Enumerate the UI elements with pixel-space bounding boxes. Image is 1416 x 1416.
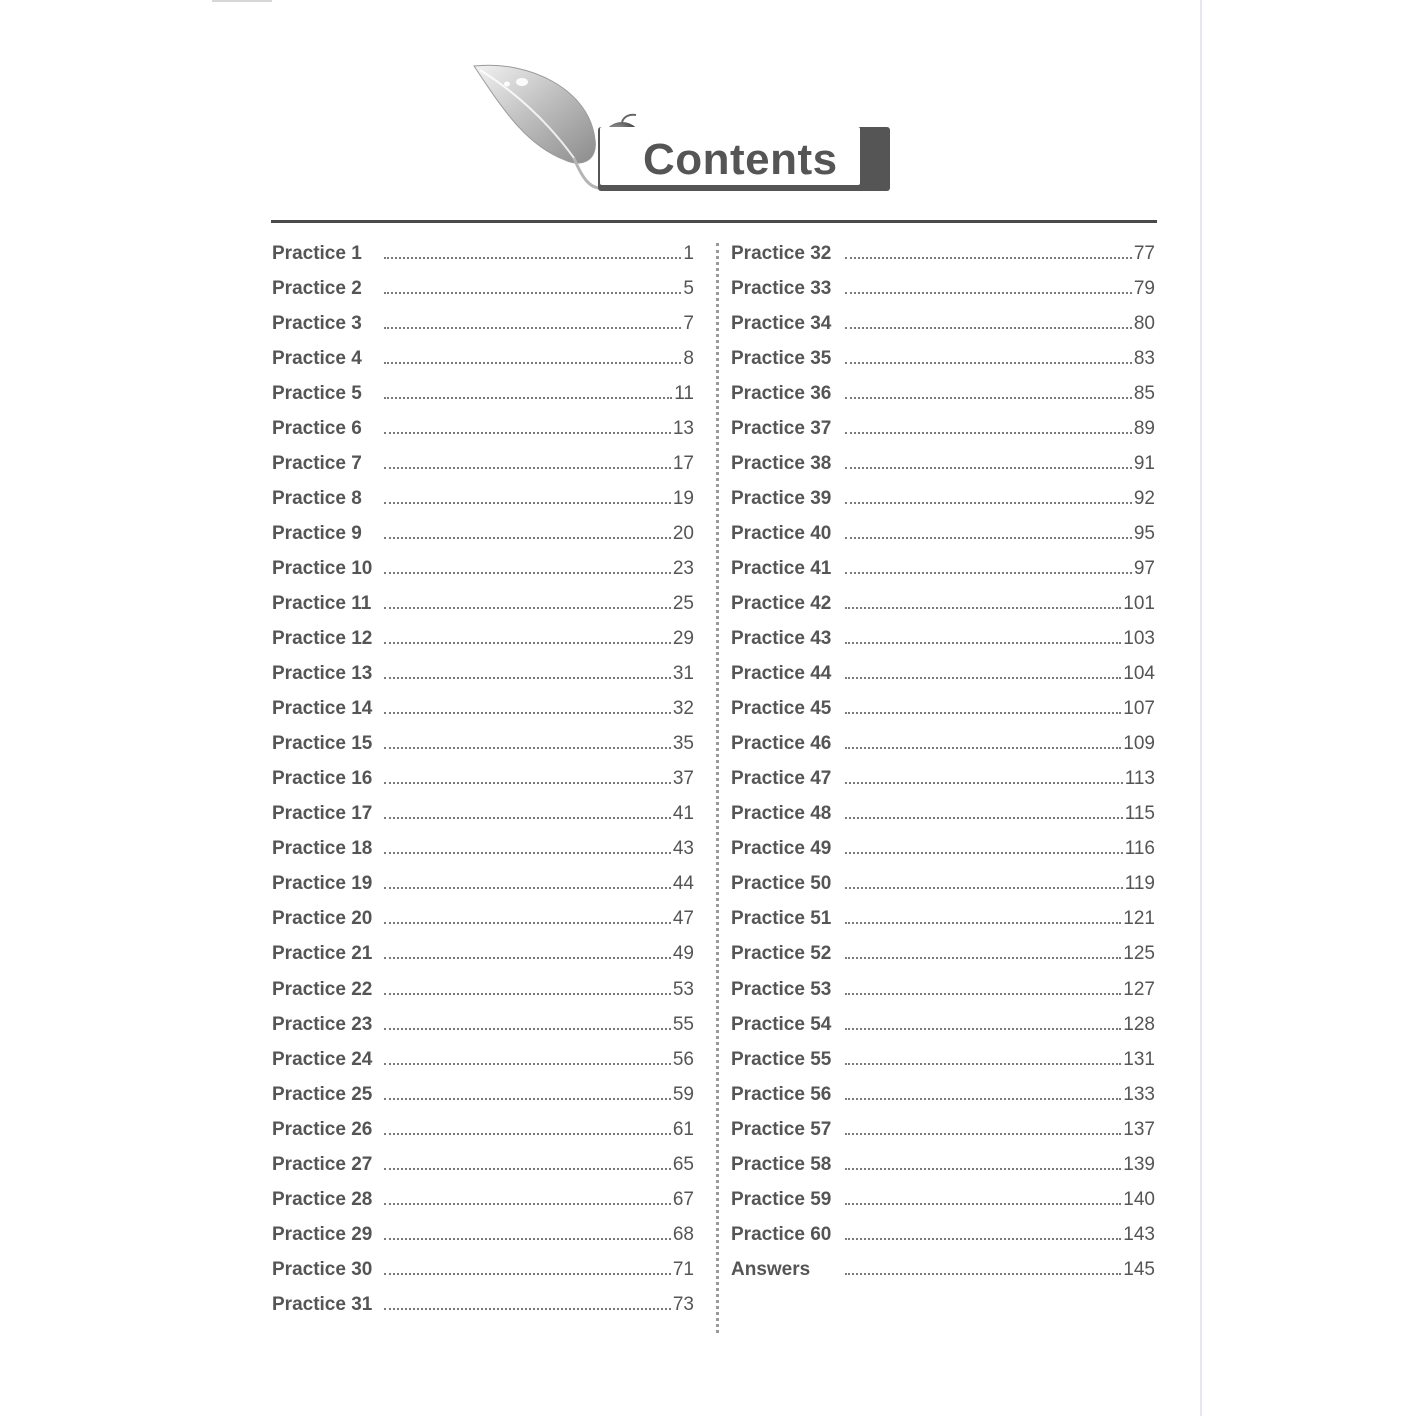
toc-entry-page: 133 [1123, 1083, 1155, 1105]
toc-entry[interactable] [272, 832, 694, 867]
dot-leader [845, 712, 1121, 714]
toc-entry-page: 7 [683, 312, 694, 334]
toc-entry-label: Practice 13 [272, 663, 373, 685]
toc-entry[interactable] [731, 1147, 1155, 1182]
toc-entry-label: Practice 22 [272, 978, 373, 1000]
toc-entry-page: 71 [672, 1258, 694, 1280]
dot-leader [845, 1168, 1121, 1170]
toc-entry-page: 67 [672, 1188, 694, 1210]
toc-entry-label: Practice 57 [731, 1118, 832, 1140]
dot-leader [384, 922, 671, 924]
dot-leader [384, 677, 671, 679]
toc-entry-label: Practice 32 [731, 242, 832, 264]
toc-entry-page: 113 [1124, 768, 1155, 790]
toc-entry-label: Practice 35 [731, 347, 832, 369]
dot-leader [384, 607, 671, 609]
toc-entry-page: 41 [672, 803, 694, 825]
toc-entry-page: 13 [672, 417, 694, 439]
toc-entry[interactable] [731, 1182, 1155, 1217]
scan-mark [212, 0, 272, 2]
toc-entry[interactable] [731, 586, 1155, 621]
dot-leader [845, 817, 1123, 819]
toc-entry-label: Practice 8 [272, 487, 362, 509]
toc-entry-page: 31 [672, 663, 694, 685]
toc-entry-page: 107 [1123, 698, 1155, 720]
toc-entry-label: Practice 1 [272, 242, 362, 264]
toc-entry[interactable] [731, 306, 1155, 341]
toc-entry[interactable] [272, 727, 694, 762]
toc-entry-page: 97 [1133, 557, 1155, 579]
toc-entry-page: 80 [1133, 312, 1155, 334]
toc-entry-page: 61 [672, 1118, 694, 1140]
toc-entry[interactable] [731, 376, 1155, 411]
toc-entry-page: 20 [672, 522, 694, 544]
toc-entry-label: Practice 50 [731, 873, 832, 895]
dot-leader [384, 1133, 671, 1135]
toc-entry-page: 140 [1123, 1188, 1155, 1210]
page-edge [1200, 0, 1202, 1416]
toc-entry[interactable] [272, 1182, 694, 1217]
dot-leader [384, 1238, 671, 1240]
dot-leader [845, 1133, 1121, 1135]
toc-entry[interactable] [731, 972, 1155, 1007]
toc-entry-label: Practice 25 [272, 1083, 373, 1105]
toc-entry-label: Practice 59 [731, 1188, 832, 1210]
toc-entry-page: 17 [672, 452, 694, 474]
toc-entry[interactable] [731, 1077, 1155, 1112]
dot-leader [384, 1098, 671, 1100]
toc-entry[interactable] [731, 551, 1155, 586]
dot-leader [384, 1203, 671, 1205]
toc-entry-label: Practice 42 [731, 592, 832, 614]
dot-leader [384, 1028, 671, 1030]
toc-entry-page: 1 [683, 242, 694, 264]
toc-entry[interactable] [272, 551, 694, 586]
toc-entry[interactable] [731, 657, 1155, 692]
toc-entry-page: 5 [683, 277, 694, 299]
toc-entry[interactable] [272, 481, 694, 516]
dot-leader [845, 1273, 1121, 1275]
toc-entry-label: Practice 53 [731, 978, 832, 1000]
toc-entry-label: Practice 60 [731, 1223, 832, 1245]
toc-entry-page: 8 [683, 347, 694, 369]
toc-entry[interactable] [272, 271, 694, 306]
toc-entry-page: 125 [1123, 943, 1155, 965]
toc-entry[interactable] [272, 937, 694, 972]
toc-entry-label: Practice 39 [731, 487, 832, 509]
toc-entry[interactable] [731, 832, 1155, 867]
toc-left-column [272, 236, 694, 1322]
dot-leader [384, 467, 671, 469]
toc-entry-label: Practice 41 [731, 557, 832, 579]
toc-entry[interactable] [731, 797, 1155, 832]
toc-entry-label: Practice 44 [731, 663, 832, 685]
dot-leader [845, 922, 1121, 924]
dot-leader [384, 1273, 671, 1275]
toc-entry[interactable] [731, 516, 1155, 551]
toc-entry-page: 29 [672, 628, 694, 650]
toc-entry[interactable] [272, 236, 694, 271]
toc-entry-label: Practice 34 [731, 312, 832, 334]
dot-leader [845, 292, 1132, 294]
toc-entry-label: Practice 21 [272, 943, 373, 965]
toc-entry-label: Answers [731, 1258, 811, 1280]
toc-entry[interactable] [272, 1007, 694, 1042]
toc-entry[interactable] [272, 692, 694, 727]
toc-entry-page: 95 [1133, 522, 1155, 544]
toc-entry-page: 121 [1123, 908, 1155, 930]
dot-leader [384, 1308, 671, 1310]
toc-entry-page: 139 [1123, 1153, 1155, 1175]
dot-leader [845, 642, 1121, 644]
header-rule [271, 220, 1157, 223]
toc-entry-label: Practice 33 [731, 277, 832, 299]
dot-leader [845, 887, 1123, 889]
toc-entry-page: 37 [672, 768, 694, 790]
toc-entry-label: Practice 2 [272, 277, 362, 299]
dot-leader [845, 537, 1132, 539]
toc-entry-page: 83 [1133, 347, 1155, 369]
dot-leader [845, 677, 1121, 679]
toc-entry[interactable] [272, 1217, 694, 1252]
toc-entry-label: Practice 9 [272, 522, 362, 544]
toc-entry-label: Practice 6 [272, 417, 362, 439]
toc-entry-page: 115 [1124, 803, 1155, 825]
dot-leader [384, 1168, 671, 1170]
toc-entry-page: 49 [672, 943, 694, 965]
dot-leader [384, 1063, 671, 1065]
toc-entry-label: Practice 54 [731, 1013, 832, 1035]
toc-entry-page: 43 [672, 838, 694, 860]
dot-leader [384, 747, 671, 749]
toc-entry-page: 116 [1124, 838, 1155, 860]
toc-entry-page: 32 [672, 698, 694, 720]
toc-entry-page: 109 [1123, 733, 1155, 755]
toc-entry-label: Practice 14 [272, 698, 373, 720]
toc-entry[interactable] [272, 586, 694, 621]
toc-entry[interactable] [272, 516, 694, 551]
toc-entry-page: 59 [672, 1083, 694, 1105]
dot-leader [384, 327, 681, 329]
toc-entry[interactable] [731, 341, 1155, 376]
toc-entry-label: Practice 56 [731, 1083, 832, 1105]
toc-entry-label: Practice 24 [272, 1048, 373, 1070]
toc-entry[interactable] [731, 1217, 1155, 1252]
toc-entry-page: 11 [674, 382, 694, 404]
toc-entry[interactable] [731, 762, 1155, 797]
toc-entry-label: Practice 28 [272, 1188, 373, 1210]
dot-leader [845, 432, 1132, 434]
toc-entry[interactable] [731, 1042, 1155, 1077]
dot-leader [845, 852, 1123, 854]
toc-entry[interactable] [731, 727, 1155, 762]
toc-entry-page: 128 [1123, 1013, 1155, 1035]
dot-leader [384, 852, 671, 854]
toc-entry-label: Practice 40 [731, 522, 832, 544]
toc-entry-label: Practice 27 [272, 1153, 373, 1175]
column-divider [716, 243, 719, 1333]
toc-entry-label: Practice 38 [731, 452, 832, 474]
toc-entry-label: Practice 17 [272, 803, 373, 825]
dot-leader [384, 292, 681, 294]
toc-entry[interactable] [272, 902, 694, 937]
dot-leader [845, 572, 1132, 574]
dot-leader [845, 1203, 1121, 1205]
toc-entry[interactable] [272, 657, 694, 692]
toc-entry-label: Practice 7 [272, 452, 362, 474]
toc-entry[interactable] [272, 1252, 694, 1287]
dot-leader [384, 397, 672, 399]
dot-leader [384, 362, 681, 364]
toc-entry-label: Practice 30 [272, 1258, 373, 1280]
toc-entry-label: Practice 19 [272, 873, 373, 895]
toc-entry[interactable] [731, 1112, 1155, 1147]
toc-entry-label: Practice 4 [272, 347, 362, 369]
toc-entry-label: Practice 5 [272, 382, 362, 404]
toc-entry-label: Practice 48 [731, 803, 832, 825]
toc-entry-label: Practice 51 [731, 908, 832, 930]
dot-leader [384, 957, 671, 959]
dot-leader [384, 817, 671, 819]
toc-entry[interactable] [731, 271, 1155, 306]
toc-entry-page: 53 [672, 978, 694, 1000]
toc-entry-page: 91 [1133, 452, 1155, 474]
toc-entry[interactable] [731, 1007, 1155, 1042]
toc-entry-label: Practice 31 [272, 1293, 373, 1315]
toc-entry[interactable] [272, 376, 694, 411]
toc-entry[interactable] [272, 797, 694, 832]
dot-leader [845, 502, 1132, 504]
toc-entry-label: Practice 12 [272, 628, 373, 650]
dot-leader [845, 1238, 1121, 1240]
dot-leader [384, 502, 671, 504]
toc-entry[interactable] [731, 236, 1155, 271]
toc-entry[interactable] [272, 1287, 694, 1322]
toc-entry-page: 35 [672, 733, 694, 755]
toc-entry-page: 77 [1133, 242, 1155, 264]
toc-entry-label: Practice 46 [731, 733, 832, 755]
toc-entry-answers[interactable] [731, 1252, 1155, 1287]
toc-entry-page: 79 [1133, 277, 1155, 299]
toc-entry-page: 131 [1123, 1048, 1155, 1070]
dot-leader [384, 993, 671, 995]
toc-entry[interactable] [272, 867, 694, 902]
dot-leader [384, 257, 681, 259]
toc-entry-page: 56 [672, 1048, 694, 1070]
toc-entry[interactable] [731, 622, 1155, 657]
toc-entry-page: 44 [672, 873, 694, 895]
toc-entry[interactable] [272, 306, 694, 341]
toc-entry-label: Practice 16 [272, 768, 373, 790]
toc-entry-label: Practice 49 [731, 838, 832, 860]
toc-entry-page: 143 [1123, 1223, 1155, 1245]
dot-leader [845, 607, 1121, 609]
toc-entry-page: 19 [672, 487, 694, 509]
toc-entry[interactable] [272, 622, 694, 657]
toc-entry-label: Practice 47 [731, 768, 832, 790]
toc-entry[interactable] [731, 902, 1155, 937]
toc-entry[interactable] [272, 341, 694, 376]
toc-entry-page: 55 [672, 1013, 694, 1035]
toc-entry-label: Practice 3 [272, 312, 362, 334]
toc-entry[interactable] [731, 446, 1155, 481]
toc-entry-page: 23 [672, 557, 694, 579]
page-title: Contents [643, 135, 838, 184]
toc-entry-page: 145 [1123, 1258, 1155, 1280]
toc-entry-label: Practice 36 [731, 382, 832, 404]
toc-entry-page: 119 [1124, 873, 1155, 895]
toc-entry-page: 101 [1123, 592, 1155, 614]
toc-entry-page: 47 [672, 908, 694, 930]
toc-entry-label: Practice 55 [731, 1048, 832, 1070]
toc-entry-label: Practice 45 [731, 698, 832, 720]
toc-entry-label: Practice 52 [731, 943, 832, 965]
toc-entry[interactable] [731, 411, 1155, 446]
dot-leader [845, 467, 1132, 469]
dot-leader [845, 1028, 1121, 1030]
toc-entry-page: 104 [1123, 663, 1155, 685]
toc-entry[interactable] [272, 972, 694, 1007]
toc-entry-page: 25 [672, 592, 694, 614]
toc-entry[interactable] [272, 1042, 694, 1077]
toc-entry-page: 68 [672, 1223, 694, 1245]
toc-entry[interactable] [731, 867, 1155, 902]
toc-entry-label: Practice 18 [272, 838, 373, 860]
dot-leader [384, 712, 671, 714]
toc-entry[interactable] [272, 1147, 694, 1182]
toc-entry-page: 127 [1123, 978, 1155, 1000]
toc-entry-label: Practice 58 [731, 1153, 832, 1175]
toc-entry-page: 137 [1123, 1118, 1155, 1140]
dot-leader [845, 957, 1121, 959]
dot-leader [845, 782, 1123, 784]
toc-entry[interactable] [731, 481, 1155, 516]
toc-entry-label: Practice 11 [272, 592, 372, 614]
toc-entry[interactable] [272, 762, 694, 797]
dot-leader [384, 642, 671, 644]
dot-leader [384, 887, 671, 889]
toc-entry[interactable] [731, 692, 1155, 727]
dot-leader [384, 432, 671, 434]
dot-leader [845, 257, 1132, 259]
dot-leader [845, 993, 1121, 995]
toc-entry-page: 103 [1123, 628, 1155, 650]
toc-entry-page: 73 [672, 1293, 694, 1315]
toc-entry-page: 89 [1133, 417, 1155, 439]
dot-leader [845, 1063, 1121, 1065]
toc-entry-page: 85 [1133, 382, 1155, 404]
toc-entry[interactable] [272, 446, 694, 481]
dot-leader [384, 572, 671, 574]
toc-entry-label: Practice 37 [731, 417, 832, 439]
toc-entry-label: Practice 15 [272, 733, 373, 755]
dot-leader [384, 537, 671, 539]
toc-entry-label: Practice 29 [272, 1223, 373, 1245]
toc-entry-label: Practice 43 [731, 628, 832, 650]
toc-entry-label: Practice 23 [272, 1013, 373, 1035]
toc-entry[interactable] [272, 1112, 694, 1147]
dot-leader [384, 782, 671, 784]
toc-entry-label: Practice 10 [272, 557, 373, 579]
dot-leader [845, 327, 1132, 329]
toc-entry[interactable] [731, 937, 1155, 972]
leaf-shape [474, 65, 595, 163]
dot-leader [845, 747, 1121, 749]
toc-entry-label: Practice 20 [272, 908, 373, 930]
dot-leader [845, 397, 1132, 399]
toc-entry-page: 65 [672, 1153, 694, 1175]
toc-entry-label: Practice 26 [272, 1118, 373, 1140]
toc-right-column [731, 236, 1155, 1287]
dot-leader [845, 1098, 1121, 1100]
dot-leader [845, 362, 1132, 364]
toc-entry[interactable] [272, 1077, 694, 1112]
toc-entry-page: 92 [1133, 487, 1155, 509]
toc-entry[interactable] [272, 411, 694, 446]
